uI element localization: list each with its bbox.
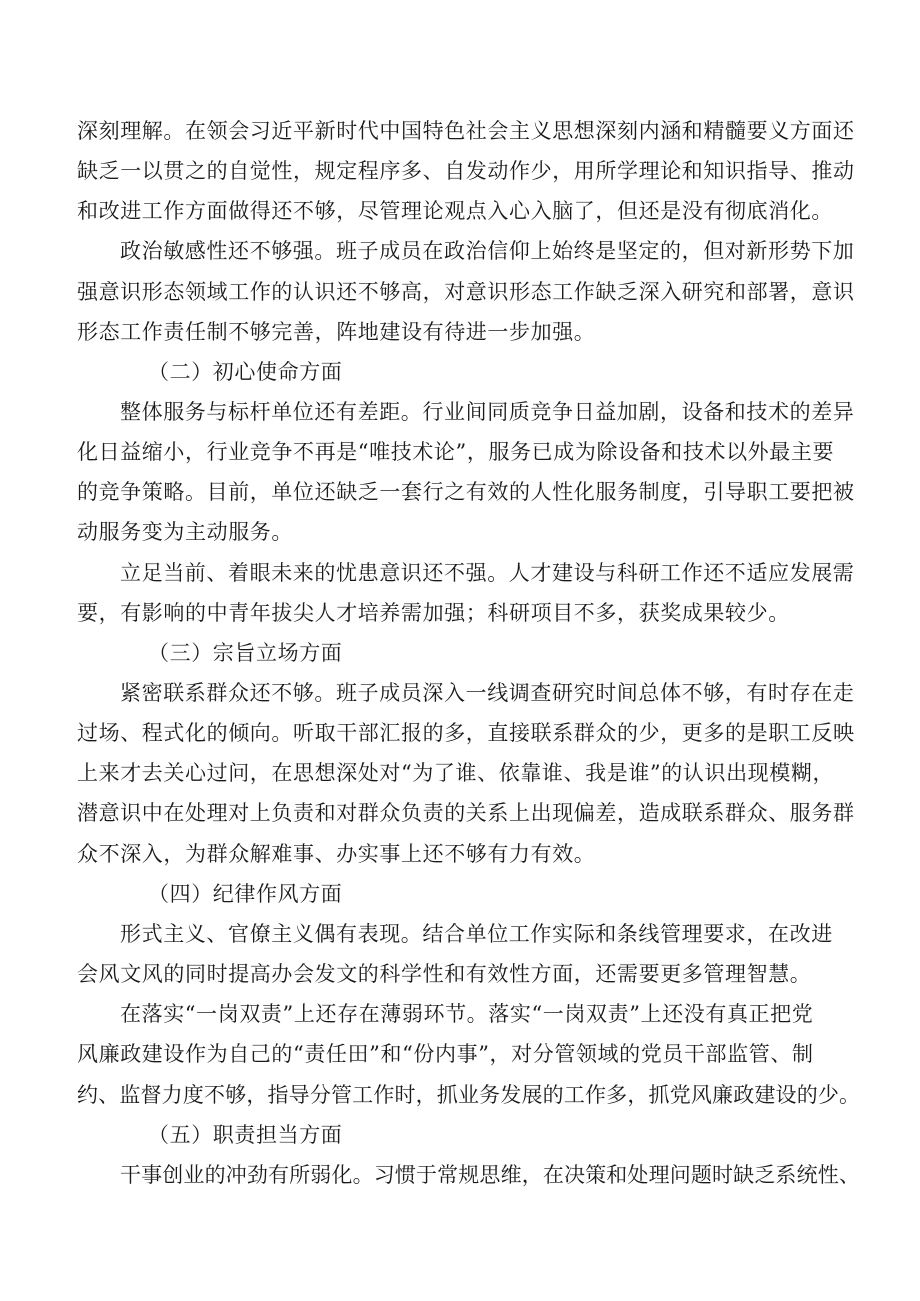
paragraph-line: 动服务变为主动服务。: [77, 520, 293, 544]
paragraph-line: 化日益缩小，行业竞争不再是“唯技术论”，服务已成为除设备和技术以外最主要: [77, 440, 835, 464]
paragraph-first-line: 紧密联系群众还不够。班子成员深入一线调查研究时间总体不够，有时存在走: [120, 681, 855, 705]
paragraph-line: 会风文风的同时提高办会发文的科学性和有效性方面，还需要更多管理智慧。: [77, 962, 812, 986]
paragraph-line: 潜意识中在处理对上负责和对群众负责的关系上出现偏差，造成联系群众、服务群: [77, 801, 855, 825]
paragraph-first-line: 形式主义、官僚主义偶有表现。结合单位工作实际和条线管理要求，在改进: [120, 922, 833, 946]
paragraph-first-line: 干事创业的冲劲有所弱化。习惯于常规思维，在决策和处理问题时缺乏系统性、: [120, 1163, 860, 1187]
paragraph-line: 约、监督力度不够，指导分管工作时，抓业务发展的工作多，抓党风廉政建设的少。: [77, 1083, 861, 1107]
paragraph-line: 上来才去关心过问，在思想深处对“为了谁、依靠谁、我是谁”的认识出现模糊，: [77, 761, 835, 785]
section-heading: （三）宗旨立场方面: [148, 641, 343, 665]
paragraph-line: 过场、程式化的倾向。听取干部汇报的多，直接联系群众的少，更多的是职工反映: [77, 721, 855, 745]
paragraph-line: 强意识形态领域工作的认识还不够高，对意识形态工作缺乏深入研究和部署，意识: [77, 280, 855, 304]
section-heading: （四）纪律作风方面: [148, 882, 343, 906]
paragraph-first-line: 立足当前、着眼未来的忧患意识还不强。人才建设与科研工作还不适应发展需: [120, 561, 855, 585]
paragraph-line: 要，有影响的中青年拔尖人才培养需加强；科研项目不多，获奖成果较少。: [77, 601, 790, 625]
paragraph-line: 缺乏一以贯之的自觉性，规定程序多、自发动作少，用所学理论和知识指导、推动: [77, 159, 855, 183]
paragraph-line: 风廉政建设作为自己的“责任田”和“份内事”，对分管领域的党员干部监管、制: [77, 1042, 814, 1066]
paragraph-first-line: 在落实“一岗双责”上还存在薄弱环节。落实“一岗双责”上还没有真正把党: [120, 1002, 814, 1026]
section-heading: （五）职责担当方面: [148, 1123, 343, 1147]
paragraph-line: 众不深入，为群众解难事、办实事上还不够有力有效。: [77, 842, 596, 866]
paragraph-first-line: 整体服务与标杆单位还有差距。行业间同质竞争日益加剧，设备和技术的差异: [120, 400, 855, 424]
paragraph-line: 的竞争策略。目前，单位还缺乏一套行之有效的人性化服务制度，引导职工要把被: [77, 480, 855, 504]
paragraph-line: 和改进工作方面做得还不够，尽管理论观点入心入脑了，但还是没有彻底消化。: [77, 199, 833, 223]
paragraph-line: 形态工作责任制不够完善，阵地建设有待进一步加强。: [77, 320, 596, 344]
paragraph-line: 深刻理解。在领会习近平新时代中国特色社会主义思想深刻内涵和精髓要义方面还: [77, 119, 855, 143]
section-heading: （二）初心使命方面: [148, 360, 343, 384]
paragraph-first-line: 政治敏感性还不够强。班子成员在政治信仰上始终是坚定的，但对新形势下加: [120, 239, 855, 263]
